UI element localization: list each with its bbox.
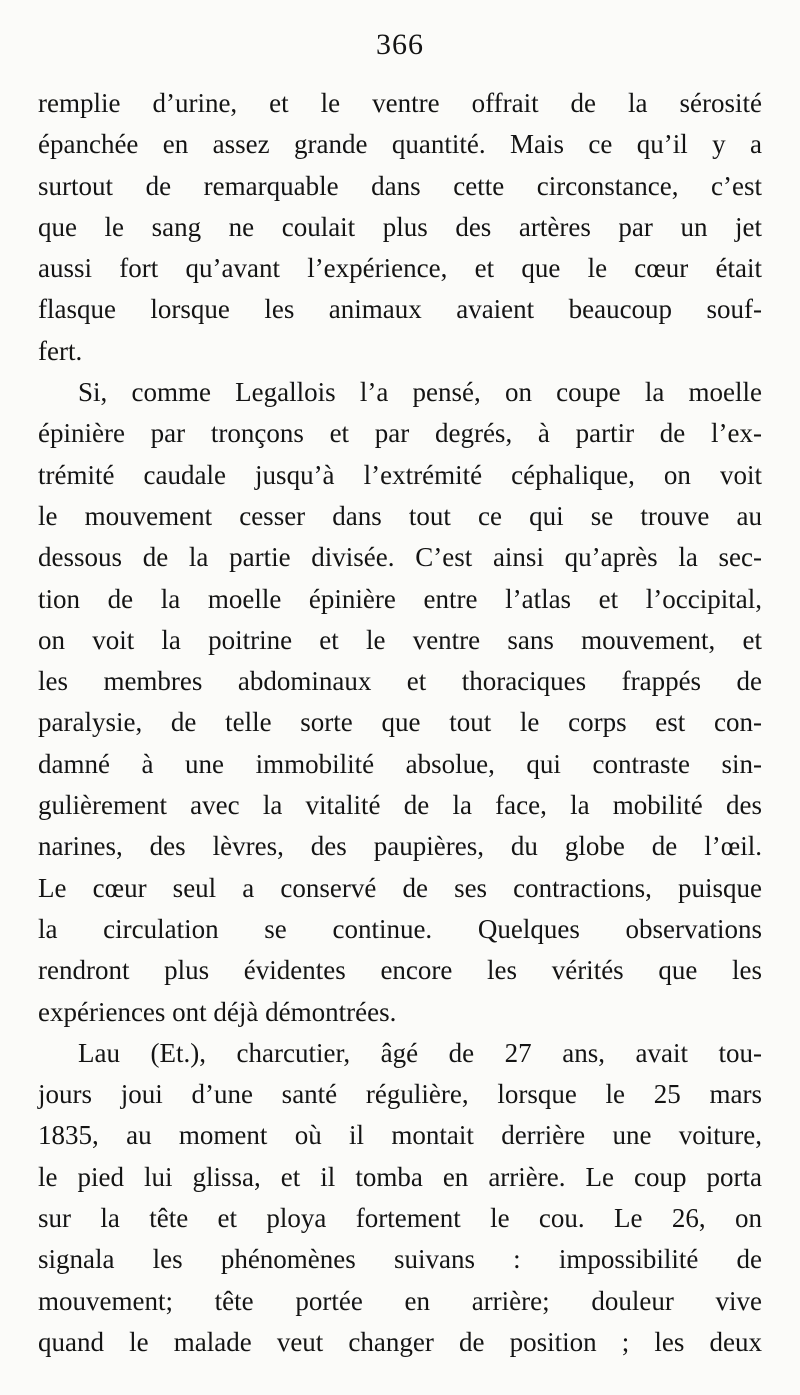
text-line: tion de la moelle épinière entre l’atlas et l’occipital, <box>38 583 762 614</box>
text-line: gulièrement avec la vitalité de la face, la mobilité des <box>38 790 762 821</box>
page-number: 366 <box>376 28 424 61</box>
text-line: on voit la poitrine et le ventre sans mouvement, et <box>38 624 762 655</box>
text-line: Lau (Et.), charcutier, âgé de 27 ans, avait tou- <box>78 1037 762 1068</box>
text-line: que le sang ne coulait plus des artères par un jet <box>38 211 762 242</box>
text-line: expériences ont déjà démontrées. <box>38 996 397 1027</box>
text-line: épanchée en assez grande quantité. Mais ce qu’il y a <box>38 129 762 160</box>
text-line: sur la tête et ploya fortement le cou. Le 26, on <box>38 1203 762 1234</box>
body-text <box>38 83 762 1363</box>
text-line: surtout de remarquable dans cette circonstance, c’est <box>38 170 762 201</box>
text-line: Le cœur seul a conservé de ses contractions, puisque <box>38 872 762 903</box>
text-line: mouvement; tête portée en arrière; douleur vive <box>38 1285 762 1316</box>
text-line: épinière par tronçons et par degrés, à partir de l’ex- <box>38 418 762 449</box>
text-line: la circulation se continue. Quelques observations <box>38 913 762 944</box>
text-line: rendront plus évidentes encore les vérités que les <box>38 955 762 986</box>
text-line: le pied lui glissa, et il tomba en arrière. Le coup porta <box>38 1161 762 1192</box>
text-line: flasque lorsque les animaux avaient beaucoup souf- <box>38 294 762 325</box>
text-line: les membres abdominaux et thoraciques frappés de <box>38 666 762 697</box>
text-line: 1835, au moment où il montait derrière une voiture, <box>38 1120 762 1151</box>
text-line: signala les phénomènes suivans : impossibilité de <box>38 1244 762 1275</box>
text-line: damné à une immobilité absolue, qui contraste sin- <box>38 748 762 779</box>
text-line: remplie d’urine, et le ventre offrait de la sérosité <box>38 88 762 118</box>
text-line: paralysie, de telle sorte que tout le corps est con- <box>38 707 762 738</box>
text-line: Si, comme Legallois l’a pensé, on coupe la moelle <box>78 377 762 408</box>
text-line: fert. <box>38 335 83 366</box>
text-line: trémité caudale jusqu’à l’extrémité céphalique, on voit <box>38 459 762 490</box>
text-line: le mouvement cesser dans tout ce qui se trouve au <box>38 500 762 531</box>
text-line: narines, des lèvres, des paupières, du globe de l’œil. <box>38 831 762 862</box>
text-line: jours joui d’une santé régulière, lorsque le 25 mars <box>38 1079 762 1110</box>
text-line: quand le malade veut changer de position ; les deux <box>38 1326 762 1357</box>
text-line: aussi fort qu’avant l’expérience, et que le cœur était <box>38 253 762 284</box>
text-line: dessous de la partie divisée. C’est ainsi qu’après la sec- <box>38 542 762 573</box>
